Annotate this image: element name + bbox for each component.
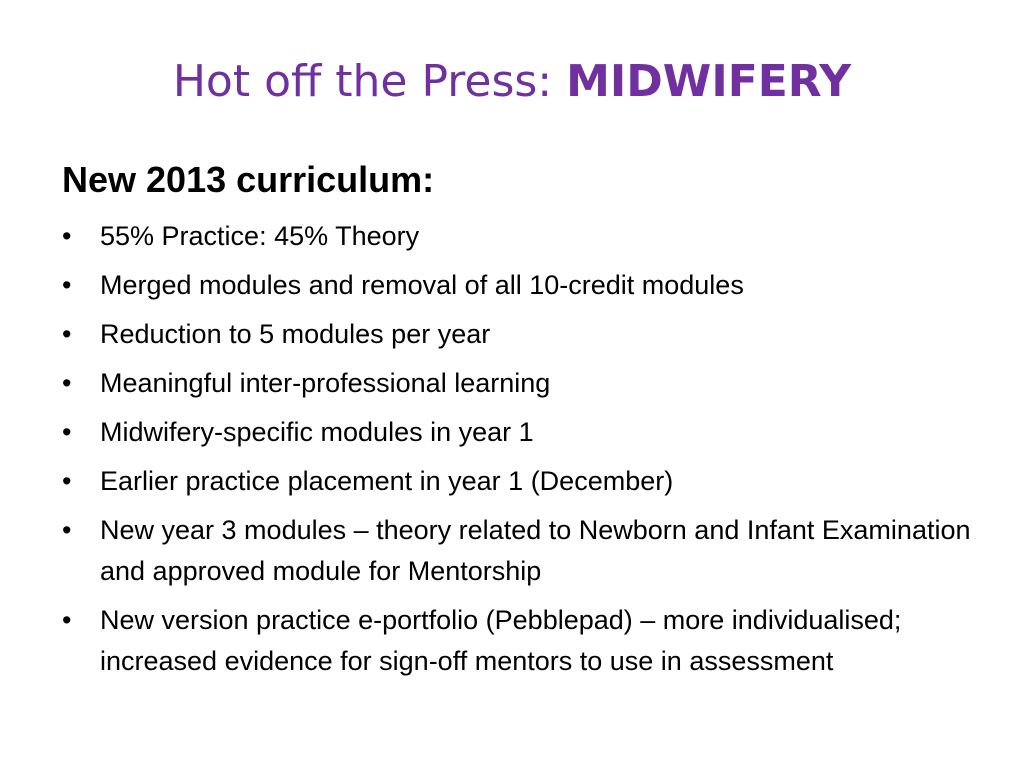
bullet-item [62,314,982,355]
bullet-marker: • [62,368,72,398]
bullet-text: 55% Practice: 45% Theory [100,221,420,251]
bullet-text: Merged modules and removal of all 10-credit modules [100,270,744,300]
bullet-marker: • [62,466,72,496]
bullet-item [62,363,982,404]
bullet-text: New version practice e-portfolio (Pebblepad) – more individualised; increased evidence for sign-off mentors to use in assessment [100,605,902,676]
title-prefix: Hot off the Press: [172,56,567,107]
bullet-text: Meaningful inter-professional learning [100,368,551,398]
bullet-item [62,510,982,592]
slide-content [62,152,982,690]
bullet-text: Reduction to 5 modules per year [100,319,491,349]
bullet-marker: • [62,515,72,545]
bullet-item [62,461,982,502]
bullet-item [62,412,982,453]
bullet-marker: • [62,605,72,635]
bullet-marker: • [62,221,72,251]
bullet-text: New year 3 modules – theory related to Newborn and Infant Examination and approved module for Mentorship [100,515,971,586]
bullet-item [62,265,982,306]
bullet-item [62,600,982,682]
bullet-text: Earlier practice placement in year 1 (December) [100,466,674,496]
slide-title [0,50,1024,114]
bullet-item [62,216,982,257]
bullet-text: Midwifery-specific modules in year 1 [100,417,534,447]
bullet-list [62,216,982,682]
bullet-marker: • [62,319,72,349]
subheading: New 2013 curriculum: [62,159,435,200]
bullet-marker: • [62,417,72,447]
title-emphasis: MIDWIFERY [566,56,852,107]
bullet-marker: • [62,270,72,300]
